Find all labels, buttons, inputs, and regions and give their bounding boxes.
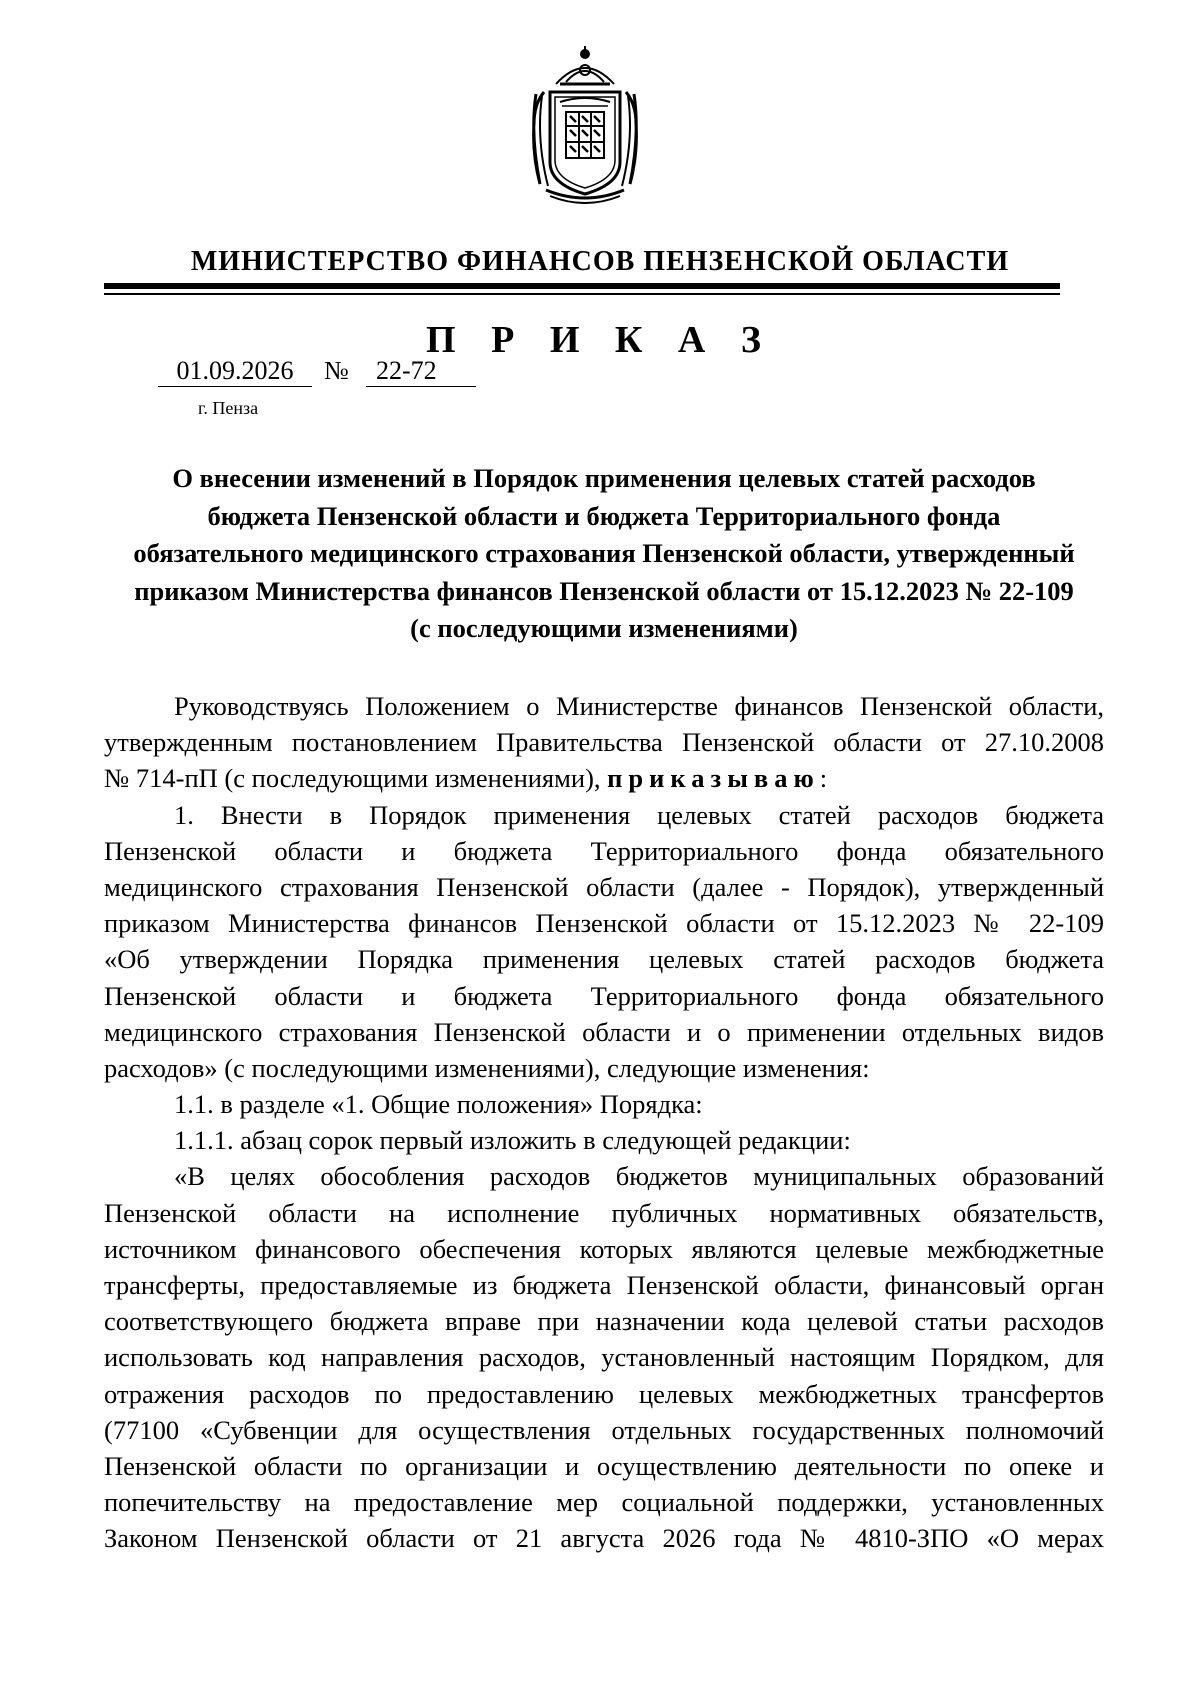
body-line: расходов» (с последующими изменениями), следующие изменения: — [104, 1052, 870, 1083]
body-line: медицинского страхования Пензенской области и о применении отдельных видов — [104, 1016, 1104, 1047]
body-line: 1.1. в разделе «1. Общие положения» Порядка: — [174, 1089, 703, 1120]
body-line: источником финансового обеспечения которых являются целевые межбюджетные — [104, 1233, 1104, 1264]
body-line: трансферты, предоставляемые из бюджета Пензенской области, финансовый орган — [104, 1270, 1104, 1300]
body-line — [104, 760, 1104, 796]
body-line: (77100 «Субвенции для осуществления отдельных государственных полномочий — [104, 1414, 1104, 1445]
body-line: Пензенской области по организации и осуществлению деятельности по опеке и — [104, 1450, 1104, 1481]
body-line: отражения расходов по предоставлению целевых межбюджетных трансфертов — [104, 1378, 1104, 1409]
order-body — [104, 688, 1104, 1557]
body-text: № 714-пП (с последующими изменениями), — [104, 763, 608, 794]
order-date: 01.09.2026 — [158, 356, 312, 387]
city: г. Пенза — [198, 398, 259, 418]
body-line: использовать код направления расходов, установленный настоящим Порядком, для — [104, 1342, 1104, 1373]
body-line: приказом Министерства финансов Пензенской области от 15.12.2023 № 22-109 — [104, 908, 1104, 939]
heading-line: приказом Министерства финансов Пензенской области от 15.12.2023 № 22-109 — [134, 575, 1074, 606]
heading-line: О внесении изменений в Порядок применения целевых статей расходов — [172, 463, 1036, 493]
header-rule-thick — [104, 283, 1060, 289]
body-line: Законом Пензенской области от 21 августа 2026 года № 4810-ЗПО «О мерах — [104, 1523, 1104, 1554]
body-line: Пензенской области и бюджета Территориального фонда обязательного — [104, 980, 1104, 1011]
body-line: медицинского страхования Пензенской области (далее - Порядок), утвержденный — [104, 871, 1104, 902]
body-text: : — [819, 763, 828, 794]
body-line: попечительству на предоставление мер социальной поддержки, установленных — [104, 1487, 1104, 1518]
body-line: Пензенской области и бюджета Территориального фонда обязательного — [104, 835, 1104, 866]
ministry-name: МИНИСТЕРСТВО ФИНАНСОВ ПЕНЗЕНСКОЙ ОБЛАСТИ — [190, 246, 1010, 277]
body-line: «Об утверждении Порядка применения целевых статей расходов бюджета — [104, 944, 1104, 975]
order-number: 22-72 — [366, 356, 476, 387]
decree-word: приказываю — [607, 763, 820, 794]
heading-line: (с последующими изменениями) — [410, 613, 798, 643]
body-line: «В целях обособления расходов бюджетов муниципальных образований — [174, 1161, 1104, 1192]
header-rule-thin — [104, 293, 1060, 295]
heading-line: бюджета Пензенской области и бюджета Территориального фонда — [207, 500, 1001, 531]
heading-line: обязательного медицинского страхования Пензенской области, утвержденный — [133, 538, 1075, 568]
body-line: Руководствуясь Положением о Министерстве финансов Пензенской области, — [174, 691, 1104, 721]
number-sign: № — [324, 356, 349, 385]
body-line: 1. Внести в Порядок применения целевых статей расходов бюджета — [174, 799, 1104, 830]
body-line: соответствующего бюджета вправе при назначении кода целевой статьи расходов — [104, 1306, 1104, 1337]
order-heading — [104, 460, 1104, 648]
body-line: утвержденным постановлением Правительства Пензенской области от 27.10.2008 — [104, 727, 1104, 758]
penza-coat-of-arms-icon — [526, 44, 644, 204]
order-title: П Р И К А З — [426, 319, 774, 361]
body-line: 1.1.1. абзац сорок первый изложить в следующей редакции: — [174, 1125, 851, 1156]
body-line: Пензенской области на исполнение публичных нормативных обязательств, — [104, 1197, 1104, 1228]
